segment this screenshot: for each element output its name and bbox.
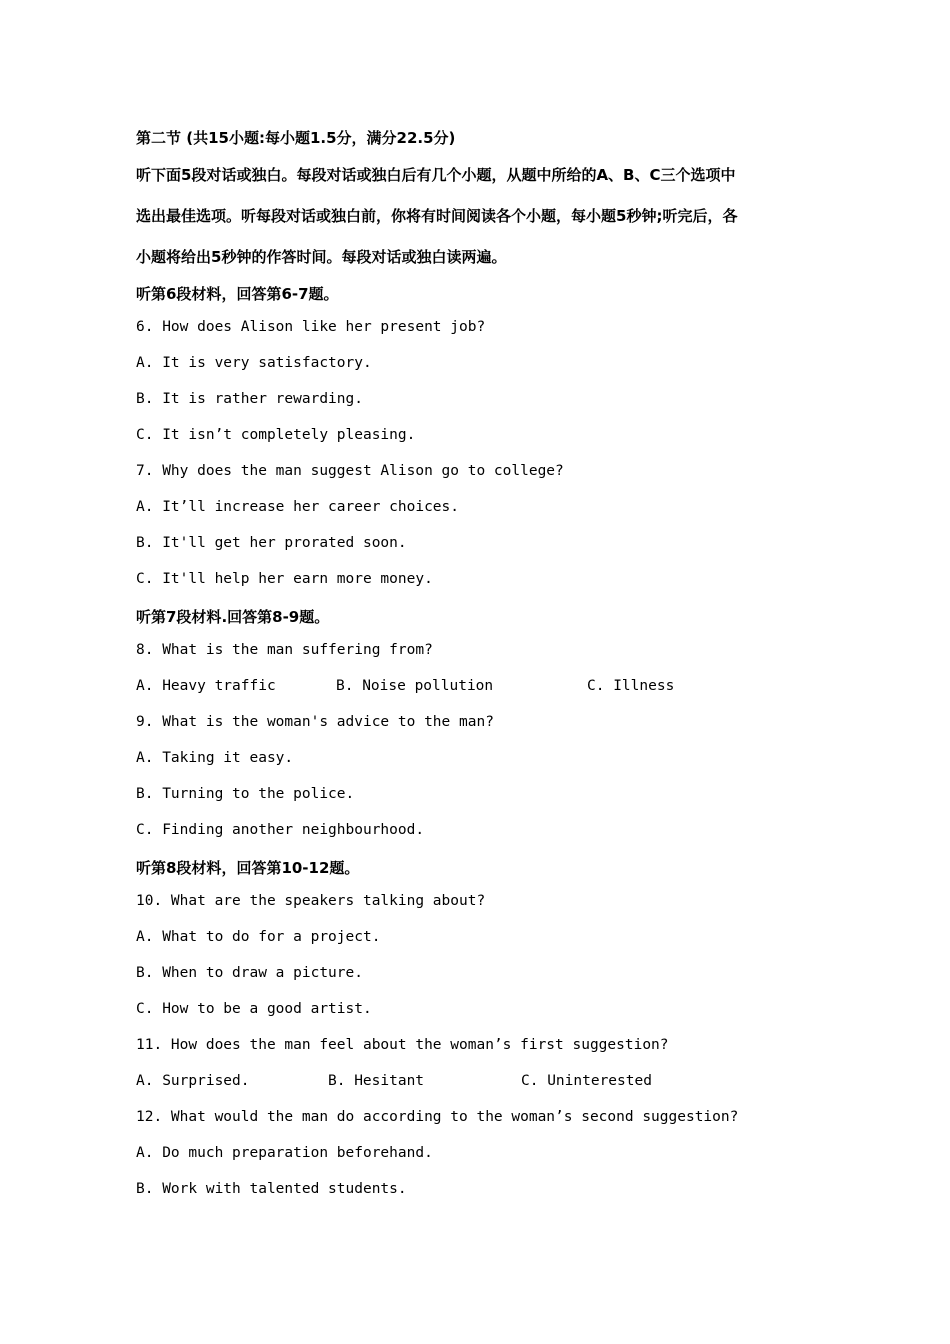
q11-option-a: A. Surprised. — [136, 1073, 250, 1089]
q9-option-a: A. Taking it easy. — [136, 750, 294, 766]
group-7-heading: 听第7段材料.回答第8-9题。 — [136, 608, 330, 626]
q10-option-b: B. When to draw a picture. — [136, 965, 363, 981]
q8-option-a: A. Heavy traffic — [136, 678, 276, 694]
q11-option-b: B. Hesitant — [328, 1073, 425, 1089]
question-11: 11. How does the man feel about the woman’s first suggestion? — [136, 1037, 669, 1053]
instructions-line-1: 听下面5段对话或独白。每段对话或独白后有几个小题，从题中所给的A、B、C三个选项中 — [136, 166, 736, 184]
q8-option-b: B. Noise pollution — [336, 678, 494, 694]
q11-options-row — [136, 1073, 836, 1093]
q8-option-c: C. Illness — [587, 678, 675, 694]
q10-option-c: C. How to be a good artist. — [136, 1001, 372, 1017]
q6-option-c: C. It isn’t completely pleasing. — [136, 427, 416, 443]
q12-option-a: A. Do much preparation beforehand. — [136, 1145, 433, 1161]
question-8: 8. What is the man suffering from? — [136, 642, 433, 658]
q6-option-a: A. It is very satisfactory. — [136, 355, 372, 371]
q7-option-b: B. It'll get her prorated soon. — [136, 535, 407, 551]
q12-option-b: B. Work with talented students. — [136, 1181, 407, 1197]
question-10: 10. What are the speakers talking about? — [136, 893, 486, 909]
q8-options-row — [136, 678, 836, 698]
q9-option-b: B. Turning to the police. — [136, 786, 355, 802]
question-9: 9. What is the woman's advice to the man? — [136, 714, 494, 730]
q7-option-a: A. It’ll increase her career choices. — [136, 499, 460, 515]
question-6: 6. How does Alison like her present job? — [136, 319, 486, 335]
question-12: 12. What would the man do according to the woman’s second suggestion? — [136, 1109, 739, 1125]
q11-option-c: C. Uninterested — [521, 1073, 652, 1089]
section-title: 第二节 (共15小题:每小题1.5分，满分22.5分) — [136, 129, 456, 147]
instructions-line-2: 选出最佳选项。听每段对话或独白前，你将有时间阅读各个小题，每小题5秒钟;听完后，各 — [136, 207, 738, 225]
q10-option-a: A. What to do for a project. — [136, 929, 381, 945]
group-8-heading: 听第8段材料，回答第10-12题。 — [136, 859, 360, 877]
q9-option-c: C. Finding another neighbourhood. — [136, 822, 425, 838]
q6-option-b: B. It is rather rewarding. — [136, 391, 363, 407]
group-6-heading: 听第6段材料，回答第6-7题。 — [136, 285, 339, 303]
instructions-line-3: 小题将给出5秒钟的作答时间。每段对话或独白读两遍。 — [136, 248, 507, 266]
question-7: 7. Why does the man suggest Alison go to college? — [136, 463, 564, 479]
q7-option-c: C. It'll help her earn more money. — [136, 571, 433, 587]
